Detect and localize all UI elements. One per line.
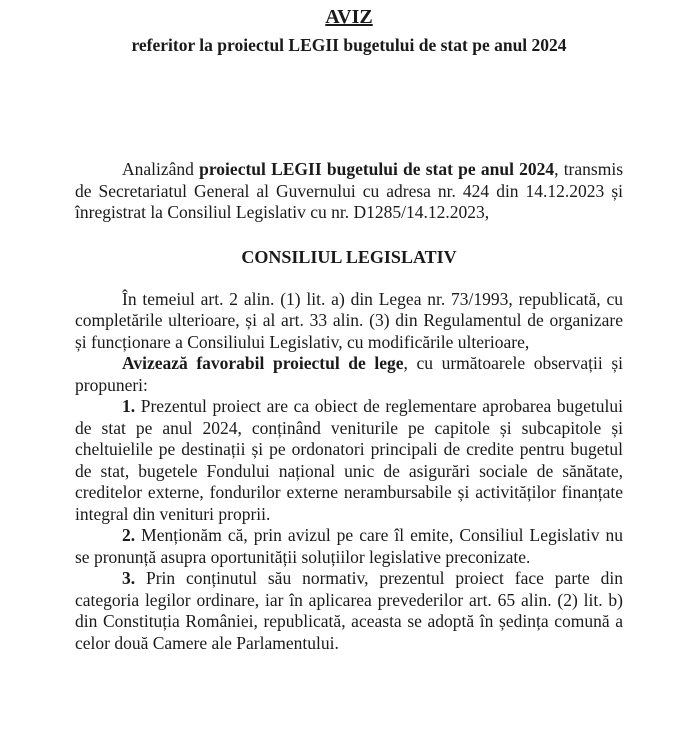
point-3-text: Prin conținutul său normativ, prezentul proiect face parte din categoria legilor ordinare, iar în aplicarea prevederilor art. 65 alin. (2) lit. b) din Constituția României, republicată, aceasta se adoptă în ședința comună a celor două Camere ale Parlamentului. [75,568,623,653]
document-subtitle: referitor la proiectul LEGII bugetului de stat pe anul 2024 [131,35,567,55]
section-heading: CONSILIUL LEGISLATIV [241,246,457,267]
point-2-paragraph [75,525,623,568]
point-1-paragraph [75,396,623,525]
point-1-number: 1. [122,396,136,416]
point-3-number: 3. [122,568,136,588]
point-2-text: Menționăm că, prin avizul pe care îl emite, Consiliul Legislativ nu se pronunță asupra oportunității soluțiilor legislative preconizate. [75,525,623,567]
verdict-rest: , cu următoarele observații și propuneri: [75,353,623,395]
document-page [75,0,623,654]
point-1-text: Prezentul proiect are ca obiect de reglementare aprobarea bugetului de stat pe anul 2024, conținând veniturile pe capitole și subcapitole și cheltuielile pe destinații și pe ordonatori principali de credite pentru bugetul de stat, bugetele Fondului național unic de asigurări sociale de sănătate, creditelor externe, fondurilor externe nerambursabile și activităților finanțate integral din venituri proprii. [75,396,623,524]
document-title: AVIZ [325,6,373,28]
point-3-paragraph [75,568,623,654]
intro-paragraph [75,159,623,224]
point-2-number: 2. [122,525,136,545]
legal-basis-paragraph: În temeiul art. 2 alin. (1) lit. a) din Legea nr. 73/1993, republicată, cu completările ulterioare, și al art. 33 alin. (3) din Regulamentul de organizare și funcționare a Consiliului Legislativ, cu modificările ulterioare, [75,288,623,352]
intro-rest: , transmis de Secretariatul General al Guvernului cu adresa nr. 424 din 14.12.2023 și înregistrat la Consiliul Legislativ cu nr. D1285/14.12.2023, [75,159,623,222]
verdict-bold: Avizează favorabil proiectul de lege [122,353,404,373]
verdict-paragraph [75,353,623,396]
intro-bold: proiectul LEGII bugetului de stat pe anul 2024 [199,159,555,179]
intro-lead: Analizând [122,159,200,179]
